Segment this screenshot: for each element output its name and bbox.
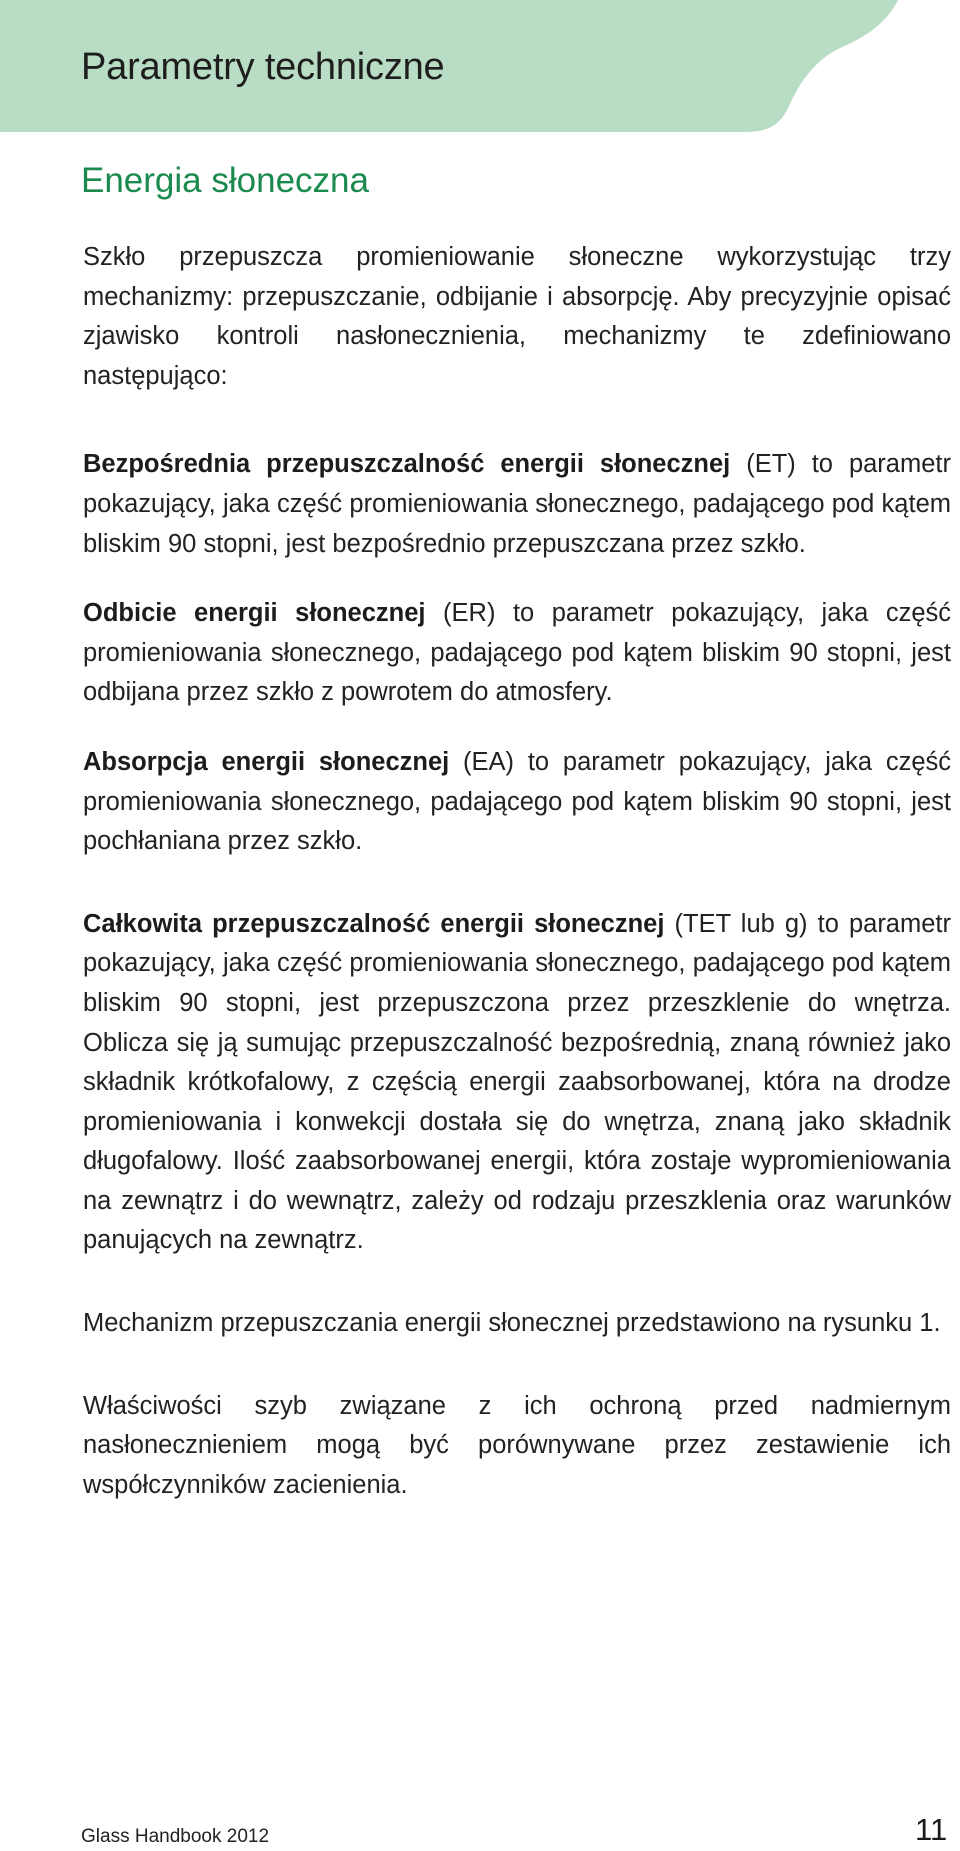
et-paragraph <box>83 445 951 564</box>
tet-term: Całkowita przepuszczalność energii słonecznej <box>83 909 665 938</box>
ea-paragraph <box>83 743 951 862</box>
footer-label: Glass Handbook 2012 <box>81 1826 270 1847</box>
page-number: 11 <box>915 1812 948 1847</box>
tet-paragraph <box>83 905 951 1261</box>
ea-term: Absorpcja energii słonecznej <box>83 747 450 776</box>
properties-paragraph: Właściwości szyb związane z ich ochroną przed nadmiernym nasłonecznieniem mogą być porównywane przez zestawienie ich współczynników zacienienia. <box>83 1391 951 1499</box>
body-text <box>83 238 951 1505</box>
page-title: Parametry techniczne <box>81 46 445 88</box>
ea-definition: (EA) to parametr pokazujący, jaka część promieniowania słonecznego, padającego pod kątem bliskim 90 stopni, jest pochłaniana przez szkło. <box>83 747 952 856</box>
intro-paragraph: Szkło przepuszcza promieniowanie słoneczne wykorzystując trzy mechanizmy: przepuszczanie, odbijanie i absorpcję. Aby precyzyjnie opisać zjawisko kontroli nasłonecznienia, mechanizmy te zdefiniowano następująco: <box>83 243 951 390</box>
section-title: Energia słoneczna <box>81 161 369 200</box>
tet-definition: (TET lub g) to parametr pokazujący, jaka część promieniowania słonecznego, padającego pod kątem bliskim 90 stopni, jest przepuszczona przez przeszklenie do wnętrza. Oblicza się ją sumując przepuszczalność bezpośrednią, znaną również jako składnik krótkofalowy, z częścią energii zaabsorbowanej, która na drodze promieniowania i konwekcji dostała się do wnętrza, znaną jako składnik długofalowy. Ilość zaabsorbowanej energii, która zostaje wypromieniowania na zewnątrz i do wewnątrz, zależy od rodzaju przeszklenia oraz warunków panujących na zewnątrz. <box>83 909 951 1255</box>
er-term: Odbicie energii słonecznej <box>83 599 426 628</box>
mechanism-paragraph: Mechanizm przepuszczania energii słonecznej przedstawiono na rysunku 1. <box>83 1309 941 1338</box>
er-paragraph <box>83 594 951 713</box>
et-term: Bezpośrednia przepuszczalność energii słonecznej <box>83 450 731 479</box>
er-definition: (ER) to parametr pokazujący, jaka część promieniowania słonecznego, padającego pod kątem bliskim 90 stopni, jest odbijana przez szkło z powrotem do atmosfery. <box>83 599 951 707</box>
et-definition: (ET) to parametr pokazujący, jaka część promieniowania słonecznego, padającego pod kątem bliskim 90 stopni, jest bezpośrednio przepuszczana przez szkło. <box>83 450 951 558</box>
